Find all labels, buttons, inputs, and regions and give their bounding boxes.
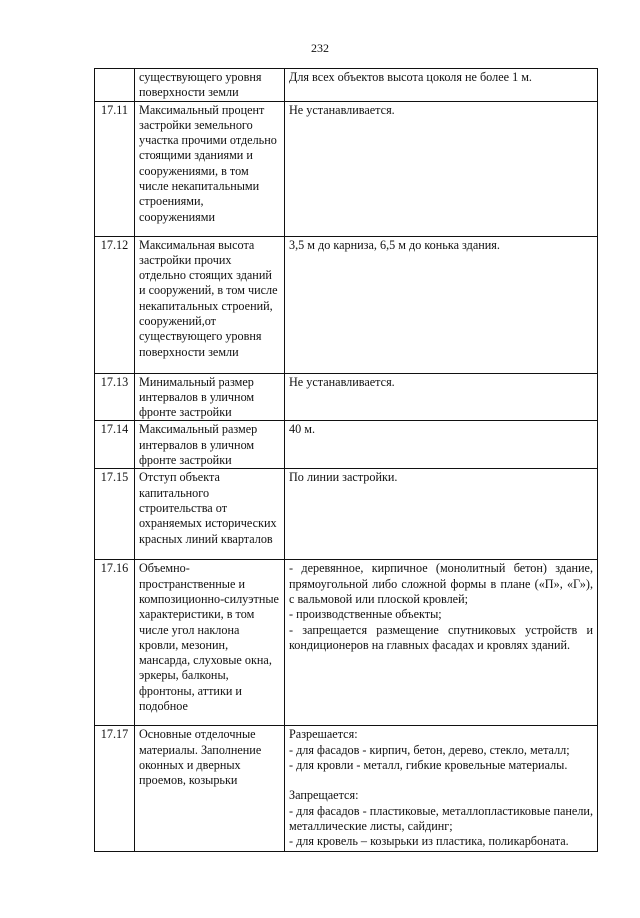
parameter-value [285,236,598,373]
page-number: 232 [311,41,329,55]
row-number: 17.13 [95,373,135,421]
parameter-value [285,421,598,469]
parameter-name: существующего уровня поверхности земли [135,69,285,102]
parameter-value [285,560,598,726]
parameter-value [285,373,598,421]
parameter-value [285,69,598,102]
table-row [95,560,598,726]
value-line: Запрещается: [289,788,359,803]
parameter-name: Минимальный размер интервалов в уличном фронте застройки [135,373,285,421]
regulations-table [94,68,598,852]
value-line: 40 м. [289,422,315,437]
row-number [95,69,135,102]
table-row [95,373,598,421]
value-line: - для фасадов - пластиковые, металлопластиковые панели, металлические листы, сайдинг; [289,803,593,833]
parameter-name: Максимальный размер интервалов в уличном фронте застройки [135,421,285,469]
parameter-name: Максимальный процент застройки земельного участка прочими отдельно стоящими зданиями и сооружениями, в том числе некапитальными строениями, сооружениями [135,101,285,236]
row-number: 17.17 [95,726,135,852]
value-line: - для кровли - металл, гибкие кровельные материалы. [289,757,568,772]
value-line: Для всех объектов высота цоколя не более 1 м. [289,70,532,84]
row-number: 17.11 [95,101,135,236]
parameter-name: Максимальная высота застройки прочих отдельно стоящих зданий и сооружений, в том числе некапитальных строений, сооружений,от существующего уровня поверхности земли [135,236,285,373]
value-line: - деревянное, кирпичное (монолитный бетон) здание, прямоугольной либо сложной формы в плане («П», «Г»), с вальмовой или плоской кровлей; [289,561,593,606]
value-line: - для фасадов - кирпич, бетон, дерево, стекло, металл; [289,742,570,757]
parameter-name: Основные отделочные материалы. Заполнение оконных и дверных проемов, козырьки [135,726,285,852]
value-line: - производственные объекты; [289,607,442,622]
value-line: - запрещается размещение спутниковых устройств и кондиционеров на главных фасадах и кровлях зданий. [289,622,593,652]
row-number: 17.16 [95,560,135,726]
table-row [95,726,598,852]
table-row [95,469,598,560]
value-line: - для кровель – козырьки из пластика, поликарбоната. [289,834,569,849]
table-row [95,421,598,469]
parameter-value [285,101,598,236]
value-line: Не устанавливается. [289,102,395,117]
value-line: По линии застройки. [289,470,398,485]
parameter-value [285,469,598,560]
value-line: Не устанавливается. [289,374,395,389]
row-number: 17.15 [95,469,135,560]
table-row [95,69,598,102]
value-line: Разрешается: [289,727,358,742]
value-line: 3,5 м до карниза, 6,5 м до конька здания. [289,237,500,252]
row-number: 17.14 [95,421,135,469]
parameter-name: Объемно-пространственные и композиционно-силуэтные характеристики, в том числе угол наклона кровли, мезонин, мансарда, слуховые окна, эркеры, балконы, фронтоны, аттики и подобное [135,560,285,726]
parameter-name: Отступ объекта капитального строительства от охраняемых исторических красных линий кварталов [135,469,285,560]
table-row [95,236,598,373]
table-row [95,101,598,236]
parameter-value [285,726,598,852]
row-number: 17.12 [95,236,135,373]
